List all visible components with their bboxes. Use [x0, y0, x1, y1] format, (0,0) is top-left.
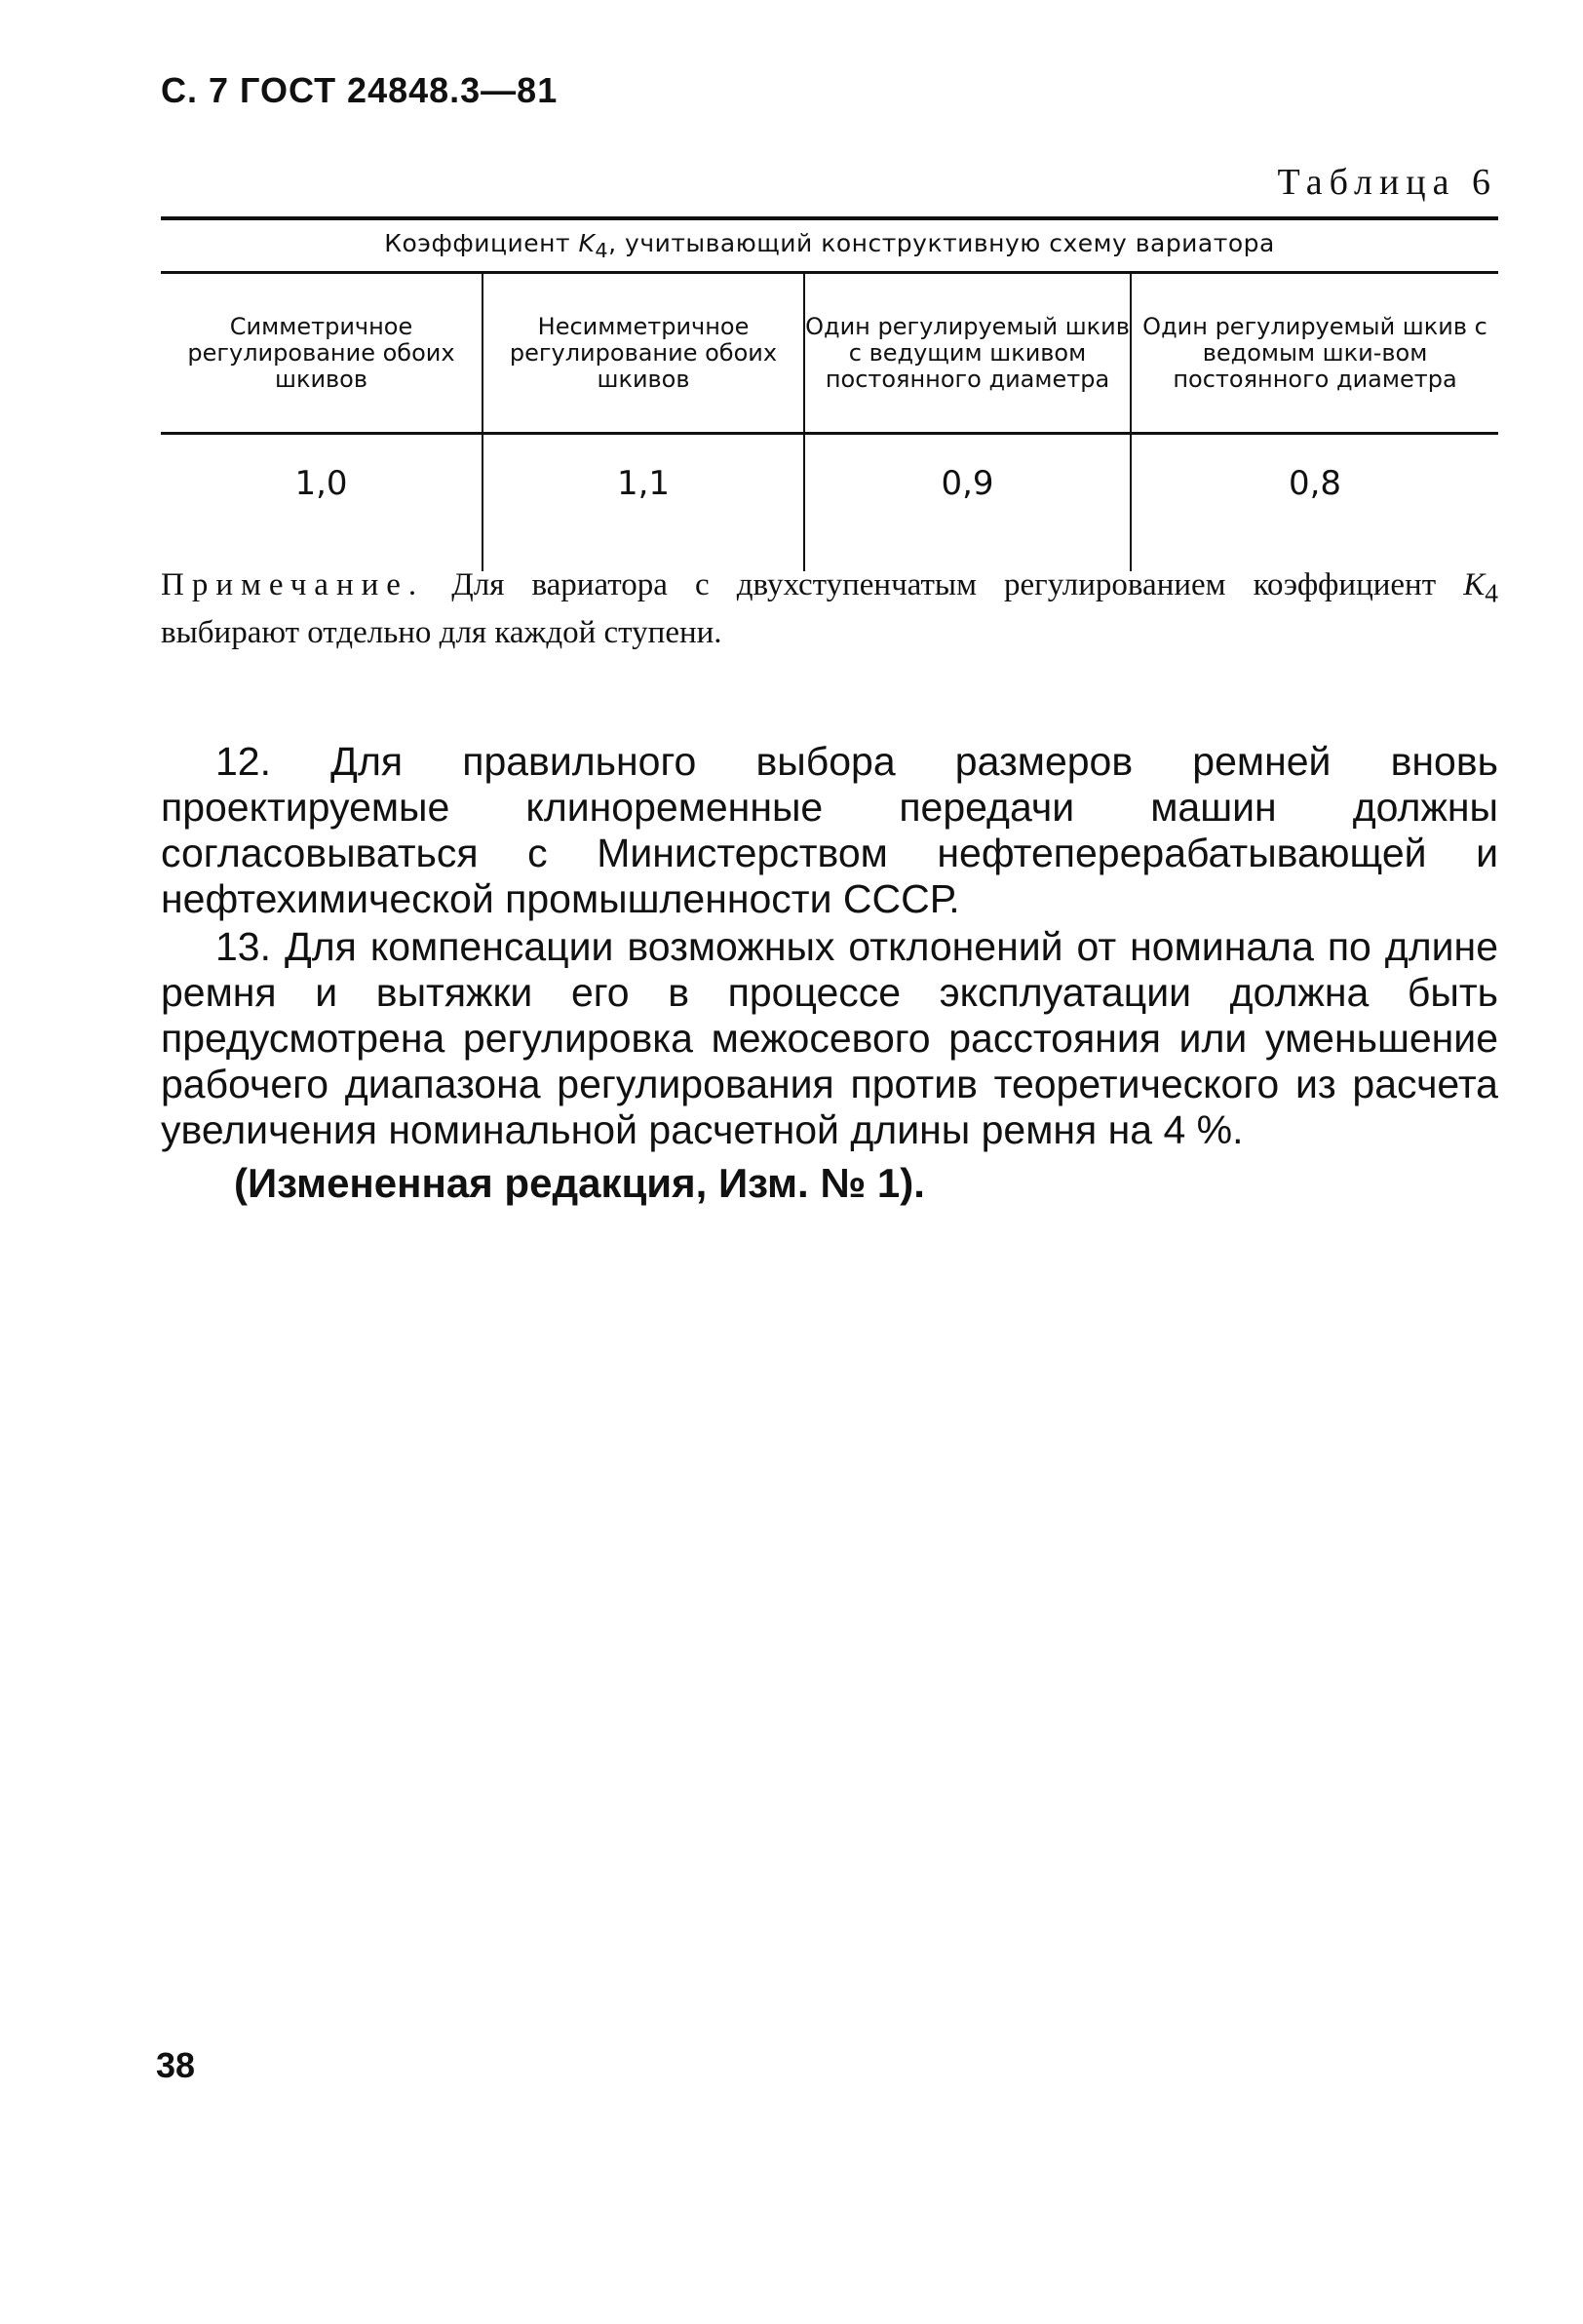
coefficient-table: [161, 216, 1498, 571]
column-header-driving-pulley: Один регулируемый шкив с ведущим шкивом постоянного диаметра: [804, 273, 1131, 434]
table-title: Коэффициент $K_4$, учитывающий конструктивную схему вариатора: [161, 218, 1498, 273]
table-title-row: [161, 218, 1498, 273]
table-caption: Таблица 6: [1277, 162, 1497, 203]
paragraph-12: 12. Для правильного выбора размеров ремней вновь проектируемые клиноременные передачи машин должны согласовываться с Министерством нефтеперерабатывающей и нефтехимической промышленности СССР.: [161, 739, 1498, 921]
value-asymmetric: 1,1: [483, 434, 804, 572]
k-symbol: K: [578, 229, 596, 257]
note-label: Примечание.: [161, 567, 425, 602]
table-header-row: [161, 273, 1498, 434]
value-driving-pulley: 0,9: [804, 434, 1131, 572]
table-note: Примечание. Для вариатора с двухступенчатым регулированием коэффициент $K_4$ выбирают отдельно для каждой ступени.: [161, 567, 1498, 650]
column-header-driven-pulley: Один регулируемый шкив с ведомым шки-вом постоянного диаметра: [1131, 273, 1498, 434]
column-header-asymmetric: Несимметричное регулирование обоих шкивов: [483, 273, 804, 434]
page-number: 38: [156, 2045, 196, 2085]
running-header: С. 7 ГОСТ 24848.3—81: [161, 70, 559, 110]
amendment-note: (Измененная редакция, Изм. № 1).: [234, 1160, 925, 1206]
column-header-symmetric: Симметричное регулирование обоих шкивов: [161, 273, 483, 434]
value-driven-pulley: 0,8: [1288, 464, 1342, 503]
table-value-row: [161, 434, 1498, 572]
paragraph-13: 13. Для компенсации возможных отклонений от номинала по длине ремня и вытяжки его в процессе эксплуатации должна быть предусмотрена регулировка межосевого расстояния или уменьшение рабочего диапазона регулирования против теоретического из расчета увеличения номинальной расчетной длины ремня на 4 %.: [161, 924, 1498, 1152]
value-symmetric: 1,0: [161, 434, 483, 572]
